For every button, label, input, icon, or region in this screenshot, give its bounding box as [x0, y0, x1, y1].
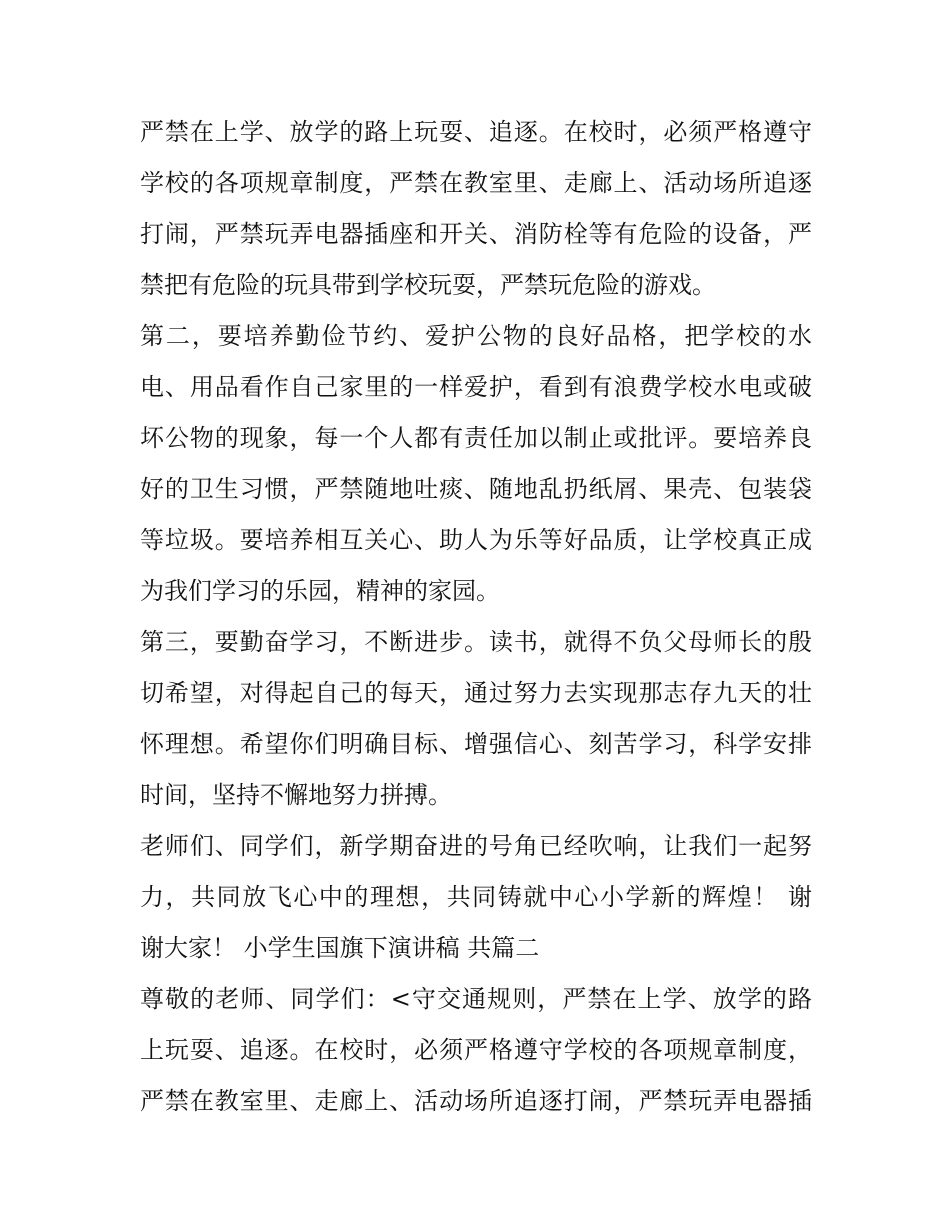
text-line: 切希望，对得起自己的每天，通过努力去实现那志存九天的壮 [140, 679, 812, 707]
text-line: 老师们、同学们，新学期奋进的号角已经吹响，让我们一起努 [140, 832, 812, 860]
text-line: 学校的各项规章制度，严禁在教室里、走廊上、活动场所追逐 [140, 169, 812, 197]
text-line: 时间，坚持不懈地努力拼搏。 [140, 781, 452, 809]
text-line: 力，共同放飞心中的理想，共同铸就中心小学新的辉煌！ 谢 [140, 883, 812, 911]
text-line: 等垃圾。要培养相互关心、助人为乐等好品质，让学校真正成 [140, 526, 812, 554]
text-line: 为我们学习的乐园，精神的家园。 [140, 577, 500, 605]
text-line: 坏公物的现象，每一个人都有责任加以制止或批评。要培养良 [140, 424, 812, 452]
text-line: 好的卫生习惯，严禁随地吐痰、随地乱扔纸屑、果壳、包装袋 [140, 475, 812, 503]
text-line: 电、用品看作自己家里的一样爱护，看到有浪费学校水电或破 [140, 373, 812, 401]
text-line: 谢大家！ 小学生国旗下演讲稿 共篇二 [140, 934, 540, 962]
text-line: 第三，要勤奋学习，不断进步。读书，就得不负父母师长的殷 [140, 628, 812, 656]
text-line: 打闹，严禁玩弄电器插座和开关、消防栓等有危险的设备，严 [140, 220, 812, 248]
text-line: 尊敬的老师、同学们：<守交通规则，严禁在上学、放学的路 [140, 985, 812, 1013]
text-line: 怀理想。希望你们明确目标、增强信心、刻苦学习，科学安排 [140, 730, 812, 758]
text-line: 禁把有危险的玩具带到学校玩耍，严禁玩危险的游戏。 [140, 271, 716, 299]
text-line: 第二，要培养勤俭节约、爱护公物的良好品格，把学校的水 [140, 322, 812, 350]
text-line: 上玩耍、追逐。在校时，必须严格遵守学校的各项规章制度， [140, 1036, 812, 1064]
text-line: 严禁在上学、放学的路上玩耍、追逐。在校时，必须严格遵守 [140, 118, 812, 146]
text-line: 严禁在教室里、走廊上、活动场所追逐打闹，严禁玩弄电器插 [140, 1087, 812, 1115]
